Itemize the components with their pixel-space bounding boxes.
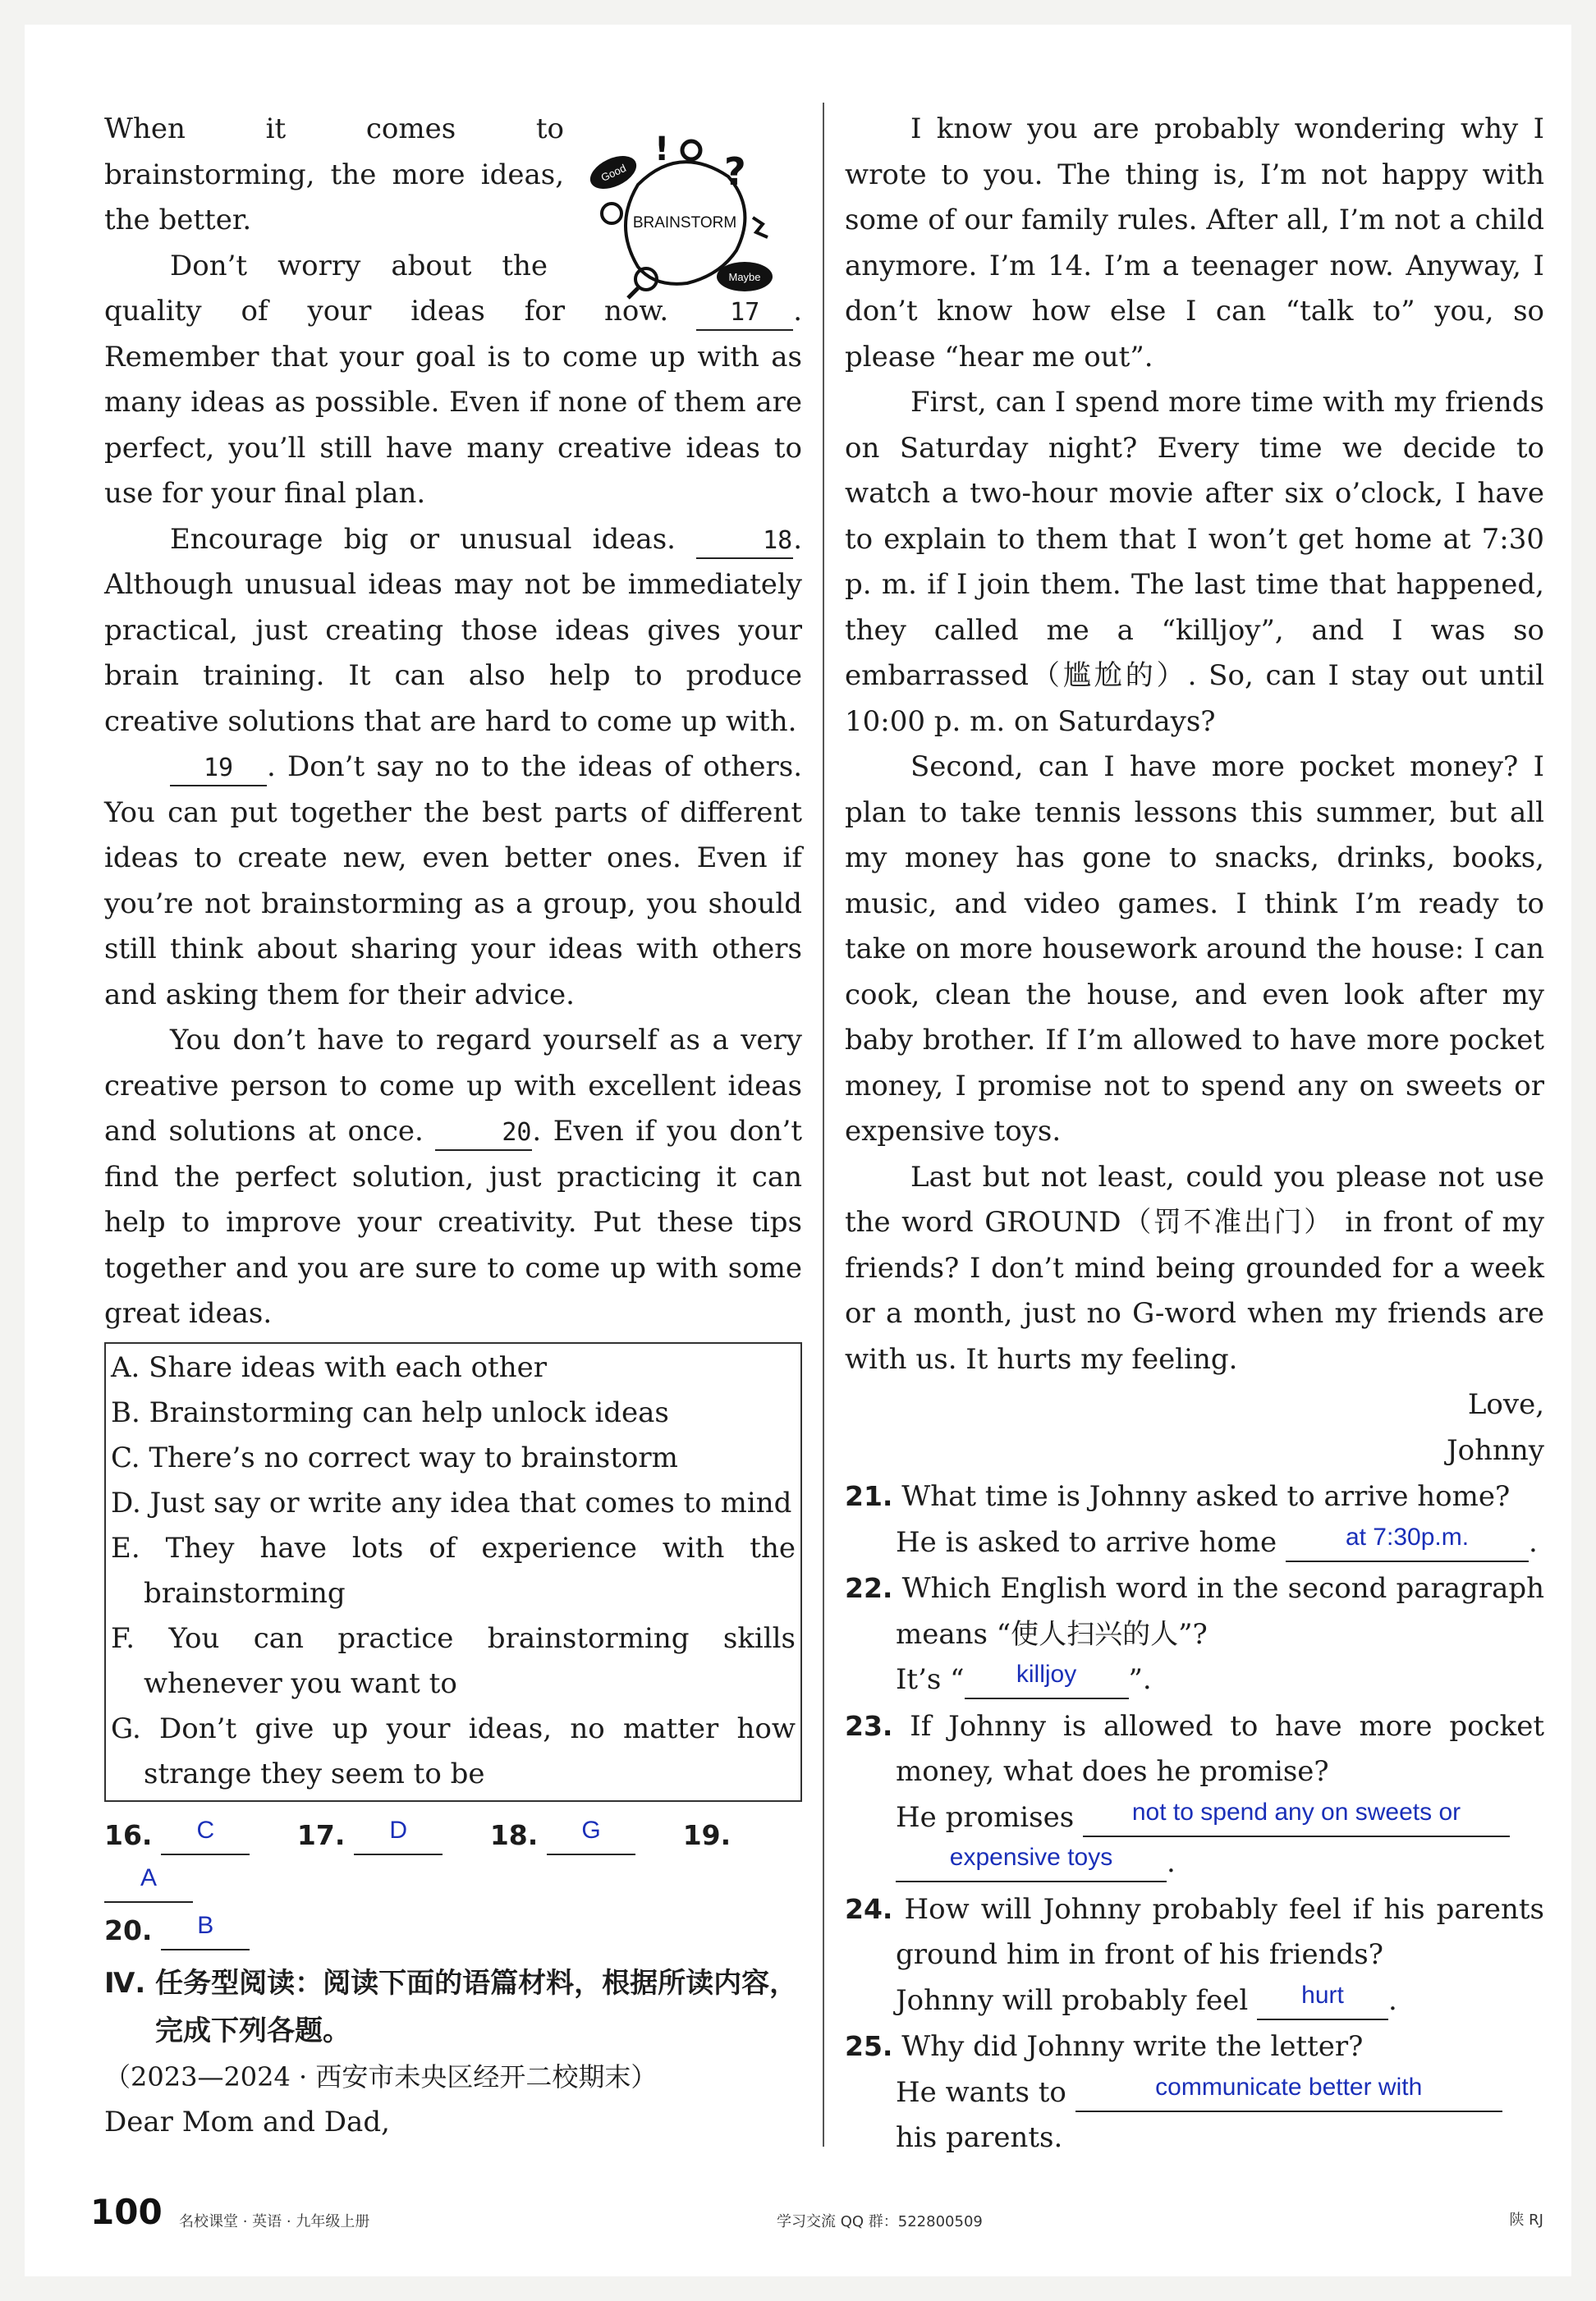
- worksheet-page: [25, 25, 1571, 2276]
- question-text: Which English word in the second paragraph means “使人扫兴的人”?: [896, 1572, 1545, 1651]
- option-e: E. They have lots of experience with the brainstorming: [111, 1531, 796, 1610]
- left-column: [104, 107, 802, 2146]
- word: about: [391, 249, 472, 282]
- illustration-center-text: BRAINSTORM: [632, 214, 737, 231]
- word: to: [535, 112, 564, 145]
- answer-label: 19.: [682, 1818, 732, 1851]
- p5-rest: Even if you don’t find the perfect solution, just practicing it can help to improve your creativity. Put these tips together and you are sure to come up with some great ideas.: [104, 1115, 802, 1330]
- question-number: 22.: [845, 1572, 893, 1604]
- question-23: [845, 1703, 1544, 1795]
- response-suffix: .: [1167, 1846, 1176, 1879]
- letter-closing: Love,: [1467, 1388, 1544, 1421]
- question-21: [845, 1474, 1544, 1520]
- answer-value: killjoy: [1016, 1661, 1077, 1688]
- question-number: 21.: [845, 1480, 893, 1512]
- answer-value: A: [140, 1863, 157, 1891]
- letter-paragraph-4: Last but not least, could you please not use the word GROUND（罚不准出门） in front of my friends? I don’t mind being grounded for a week or a month, just no G-word when my friends are with us. It hurts my feeling.: [845, 1160, 1544, 1376]
- salutation: Dear Mom and Dad,: [104, 2106, 390, 2138]
- word: worry: [277, 249, 361, 282]
- illustration-tag-maybe: Maybe: [728, 271, 761, 283]
- blank-number: 20: [502, 1118, 532, 1147]
- section-title: Ⅳ. 任务型阅读：阅读下面的语篇材料，根据所读内容，完成下列各题。: [104, 1966, 798, 2047]
- book-title: 名校课堂 · 英语 · 九年级上册: [179, 2213, 370, 2230]
- blank-17: [696, 295, 793, 331]
- option-d: D. Just say or write any idea that comes to mind: [111, 1486, 792, 1519]
- p2-text: quality of your ideas for now.: [104, 295, 669, 328]
- p5-text: You don’t have to regard yourself as a very creative person to come up with excellent ideas and solutions at once.: [104, 1024, 802, 1148]
- response-24: [845, 1978, 1544, 2024]
- p2-line1: [104, 244, 548, 290]
- answer-20[interactable]: [161, 1911, 250, 1950]
- blank-20: [435, 1115, 532, 1151]
- p2-rest: Remember that your goal is to come up with as many ideas as possible. Even if none of them are perfect, you’ll still have many creative ideas to use for your final plan.: [104, 340, 802, 510]
- answer-value: G: [581, 1816, 601, 1844]
- blank-18: [696, 523, 793, 559]
- response-23: [845, 1795, 1544, 1886]
- option-a: A. Share ideas with each other: [111, 1350, 547, 1384]
- question-25: [845, 2024, 1544, 2070]
- letter-signature: Johnny: [1447, 1433, 1544, 1467]
- response-suffix: his parents.: [896, 2121, 1063, 2154]
- letter-paragraph-1: I know you are probably wondering why I wrote to you. The thing is, I’m not happy with some of our family rules. After all, I’m not a child anymore. I’m 14. I’m a teenager now. Anyway, I don’t know how else I can “talk to” you, so please “hear me out”.: [845, 112, 1544, 374]
- answer-value: not to spend any on sweets or: [1131, 1798, 1461, 1826]
- paragraph-5: You don’t have to regard yourself as a very creative person to come up with excellent ideas and solutions at once. 20. Even if you don’t find the perfect solution, just practicing it can help to improve your creativity. Put these tips together and you are sure to come up with some great ideas.: [104, 1024, 802, 1330]
- option-f: F. You can practice brainstorming skills whenever you want to: [111, 1621, 796, 1700]
- p3-text: Encourage big or unusual ideas.: [170, 522, 676, 556]
- page-number: 100: [90, 2192, 163, 2232]
- options-box: [104, 1342, 802, 1802]
- response-25: [845, 2070, 1544, 2161]
- option-b: B. Brainstorming can help unlock ideas: [111, 1396, 669, 1429]
- illustration-tag-good: Good: [598, 161, 628, 184]
- response-suffix: .: [1529, 1525, 1538, 1559]
- word: the: [502, 249, 548, 282]
- answer-label: 20.: [104, 1914, 153, 1946]
- p1-line2: brainstorming, the more ideas,: [104, 158, 564, 191]
- column-divider: [823, 103, 824, 2147]
- question-number: 24.: [845, 1892, 893, 1925]
- page-footer: [90, 2192, 1543, 2241]
- answer-label: 18.: [489, 1818, 539, 1851]
- answer-25-field[interactable]: [1075, 2073, 1502, 2112]
- answer-value: C: [196, 1816, 215, 1844]
- paragraph-4: [104, 745, 802, 1018]
- right-column: [845, 107, 1544, 2161]
- answer-value: expensive toys: [949, 1844, 1113, 1871]
- question-text: How will Johnny probably feel if his parents ground him in front of his friends?: [896, 1892, 1545, 1971]
- brainstorm-illustration: [589, 127, 786, 300]
- qq-group: 学习交流 QQ 群：522800509: [777, 2213, 983, 2230]
- source-note: （2023—2024 · 西安市未央区经开二校期末）: [104, 2060, 658, 2092]
- answer-value: at 7:30p.m.: [1345, 1523, 1470, 1551]
- word: Don’t: [170, 249, 248, 282]
- response-22: [845, 1657, 1544, 1703]
- letter-paragraph-2: First, can I spend more time with my friends on Saturday night? Every time we decide to watch a two-hour movie after six o’clock, I have to explain to them that I won’t get home at 7:30 p. m. if I join them. The last time that happened, they called me a “killjoy”, and I was so embarrassed（尴尬的）. So, can I stay out until 10:00 p. m. on Saturdays?: [845, 386, 1544, 738]
- word: When: [104, 112, 186, 145]
- answer-value: B: [197, 1911, 214, 1939]
- word: it: [265, 112, 287, 145]
- svg-text:!: !: [654, 131, 670, 168]
- question-22: [845, 1565, 1544, 1657]
- p4-text: . Don’t say no to the ideas of others. You can put together the best parts of different ideas to create new, even better ones. Even if you’re not brainstorming as a group, you should still think about sharing your ideas with others and asking them for their advice.: [104, 750, 802, 1011]
- response-prefix: He promises: [896, 1800, 1075, 1834]
- answer-23-field-line2[interactable]: [896, 1846, 1167, 1882]
- response-prefix: He is asked to arrive home: [896, 1525, 1277, 1559]
- svg-text:?: ?: [724, 149, 746, 194]
- option-g: G. Don’t give up your ideas, no matter how strange they seem to be: [111, 1712, 796, 1790]
- answer-label: 16.: [104, 1818, 153, 1851]
- question-24: [845, 1886, 1544, 1978]
- answer-23-field[interactable]: [1083, 1798, 1510, 1837]
- word: comes: [365, 112, 456, 145]
- question-number: 25.: [845, 2030, 893, 2062]
- answer-row: [104, 1812, 802, 1955]
- answer-value: communicate better with: [1155, 2073, 1423, 2101]
- answer-value: hurt: [1301, 1981, 1344, 2009]
- edition-code: 陕 RJ: [1509, 2212, 1543, 2229]
- response-21: [845, 1520, 1544, 1566]
- p1-line1: [104, 107, 564, 153]
- answer-22-field[interactable]: [965, 1663, 1129, 1699]
- question-text: Why did Johnny write the letter?: [901, 2030, 1364, 2063]
- answer-label: 17.: [296, 1818, 346, 1851]
- answer-17[interactable]: [354, 1816, 443, 1855]
- answer-value: D: [389, 1816, 408, 1844]
- response-prefix: Johnny will probably feel: [896, 1983, 1249, 2017]
- answer-16[interactable]: [161, 1816, 250, 1855]
- paragraph-2: quality of your ideas for now. 17 . Remember that your goal is to come up with as many ideas as possible. Even if none of them are perfect, you’ll still have many creative ideas to use for your final plan.: [104, 295, 803, 510]
- answer-18[interactable]: [547, 1816, 635, 1855]
- question-text: If Johnny is allowed to have more pocket money, what does he promise?: [896, 1709, 1544, 1788]
- p3-rest: Although unusual ideas may not be immediately practical, just creating those ideas gives your brain training. It can also help to produce creative solutions that are hard to come up with.: [104, 568, 802, 738]
- response-suffix: .: [1388, 1983, 1397, 2017]
- question-number: 23.: [845, 1709, 893, 1742]
- blank-number: 17: [730, 298, 760, 327]
- option-c: C. There’s no correct way to brainstorm: [111, 1441, 678, 1474]
- blank-number: 18: [763, 525, 793, 555]
- answer-21-field[interactable]: [1286, 1523, 1529, 1562]
- blank-19: [170, 750, 267, 786]
- letter-paragraph-3: Second, can I have more pocket money? I plan to take tennis lessons this summer, but all my money has gone to snacks, drinks, books, music, and video games. I think I’m ready to take on more housework around the house: I can cook, clean the house, and even look after my baby brother. If I’m allowed to have more pocket money, I promise not to spend any on sweets or expensive toys.: [845, 750, 1544, 1148]
- answer-19[interactable]: [104, 1863, 193, 1903]
- response-suffix: ”.: [1128, 1663, 1152, 1696]
- question-text: What time is Johnny asked to arrive home?: [901, 1480, 1511, 1513]
- p1-line3: the better.: [104, 204, 252, 236]
- response-prefix: He wants to: [896, 2075, 1066, 2109]
- paragraph-3: Encourage big or unusual ideas. 18. Although unusual ideas may not be immediately practical, just creating those ideas gives your brain training. It can also help to produce creative solutions that are hard to come up with.: [104, 522, 802, 738]
- response-prefix: It’s “: [896, 1663, 965, 1696]
- answer-24-field[interactable]: [1257, 1981, 1388, 2020]
- blank-number: 19: [203, 754, 234, 782]
